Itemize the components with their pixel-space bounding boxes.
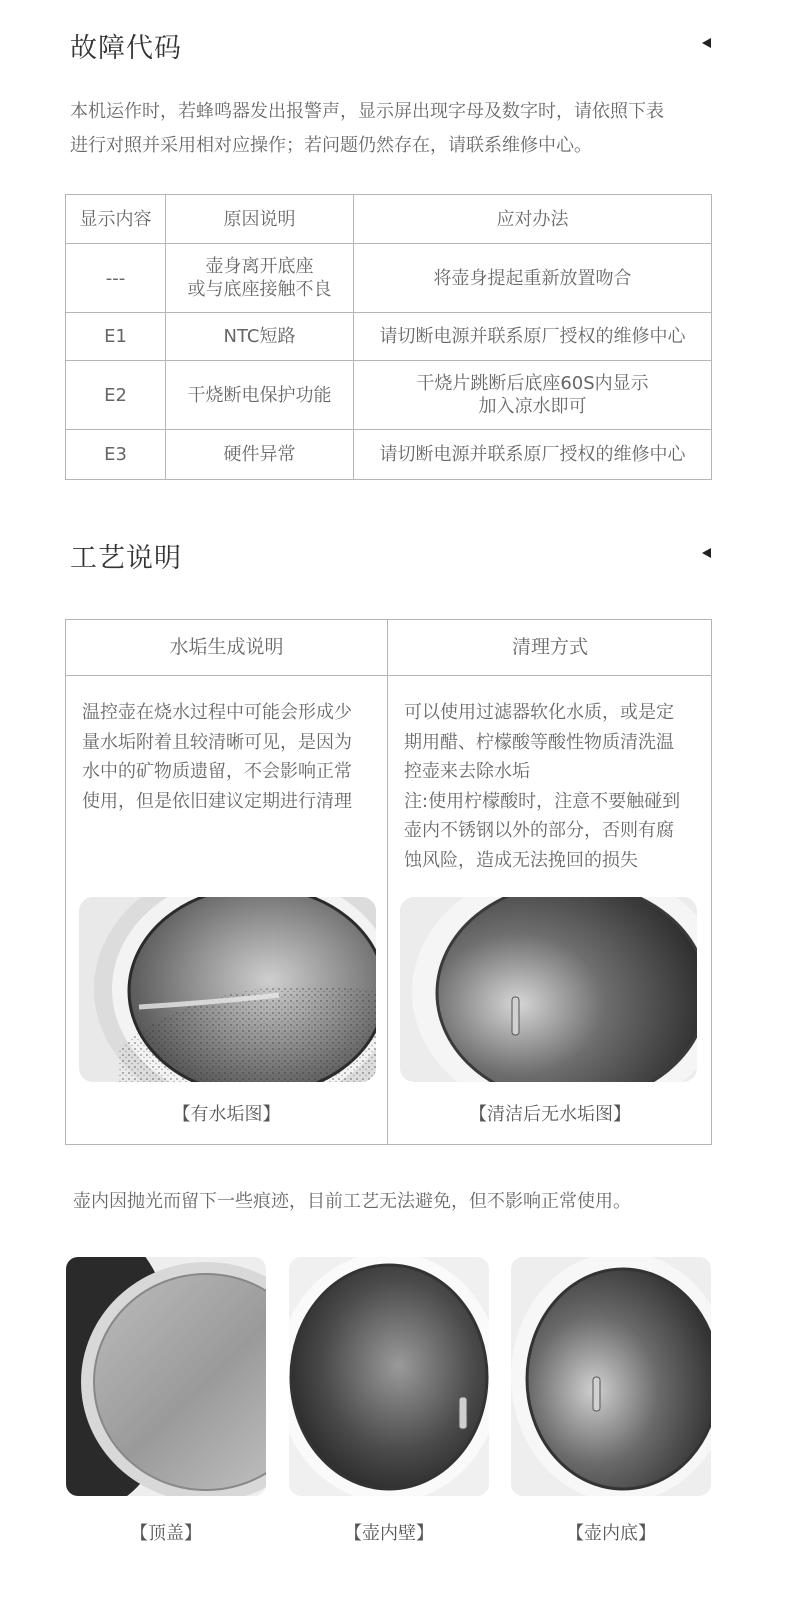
inner-bottom-photo <box>511 1257 711 1496</box>
text-line: 可以使用过滤器软化水质，或是定 <box>404 702 674 723</box>
table-header-cell: 原因说明 <box>166 195 354 244</box>
text-line: 蚀风险，造成无法挽回的损失 <box>404 849 638 871</box>
code-cell: E1 <box>66 313 166 361</box>
cleaning-header: 清理方式 <box>511 636 588 658</box>
scale-photo-caption: 【有水垢图】 <box>172 1104 281 1125</box>
inner-wall-photo <box>289 1257 489 1496</box>
header-divider <box>66 675 711 676</box>
cause-cell: 干烧断电保护功能 <box>166 361 354 430</box>
cause-line: 壶身离开底座 <box>205 256 314 277</box>
fault-intro-line: 本机运作时，若蜂鸣器发出报警声，显示屏出现字母及数字时，请依照下表 <box>70 101 664 122</box>
clean-photo-caption: 【清洁后无水垢图】 <box>469 1104 631 1125</box>
table-row <box>66 361 712 430</box>
table-header-row <box>66 195 712 244</box>
action-cell: 请切断电源并联系原厂授权的维修中心 <box>354 430 712 480</box>
scale-header: 水垢生成说明 <box>169 636 284 658</box>
inner-bottom-caption: 【壶内底】 <box>566 1523 656 1544</box>
collapse-triangle-icon[interactable] <box>702 548 711 558</box>
table-header-cell: 应对办法 <box>354 195 712 244</box>
lid-caption: 【顶盖】 <box>130 1523 202 1544</box>
fault-section-title: 故障代码 <box>70 33 182 64</box>
cleaning-description <box>404 698 710 875</box>
clean-kettle-photo <box>400 897 697 1082</box>
scaled-kettle-photo <box>79 897 376 1082</box>
action-cell <box>354 361 712 430</box>
collapse-triangle-icon[interactable] <box>702 38 711 48</box>
table-row <box>66 244 712 313</box>
code-cell: E2 <box>66 361 166 430</box>
inner-wall-caption: 【壶内壁】 <box>344 1523 434 1544</box>
lid-photo <box>66 1257 266 1496</box>
text-line: 使用，但是依旧建议定期进行清理 <box>82 790 352 812</box>
cause-cell <box>166 244 354 313</box>
craft-section-title: 工艺说明 <box>70 543 182 574</box>
column-divider <box>387 620 388 1144</box>
code-cell: --- <box>66 244 166 313</box>
fault-code-table <box>65 194 712 480</box>
action-line: 干烧片跳断后底座60S内显示 <box>416 373 649 394</box>
fault-intro <box>70 95 720 163</box>
action-line: 加入凉水即可 <box>478 396 587 417</box>
text-line: 温控壶在烧水过程中可能会形成少 <box>82 702 352 723</box>
code-cell: E3 <box>66 430 166 480</box>
table-row <box>66 430 712 480</box>
cause-cell: 硬件异常 <box>166 430 354 480</box>
action-cell: 将壶身提起重新放置吻合 <box>354 244 712 313</box>
cause-line: 或与底座接触不良 <box>187 279 332 300</box>
text-line: 量水垢附着且较清晰可见，是因为 <box>82 731 352 753</box>
text-line: 壶内不锈钢以外的部分，否则有腐 <box>404 820 674 841</box>
action-cell: 请切断电源并联系原厂授权的维修中心 <box>354 313 712 361</box>
cause-cell: NTC短路 <box>166 313 354 361</box>
scale-description <box>82 698 382 816</box>
table-row <box>66 313 712 361</box>
fault-intro-line: 进行对照并采用相对应操作；若问题仍然存在，请联系维修中心。 <box>70 135 592 156</box>
table-header-cell: 显示内容 <box>66 195 166 244</box>
craft-comparison-table <box>65 619 712 1145</box>
text-line: 注:使用柠檬酸时，注意不要触碰到 <box>404 790 681 812</box>
text-line: 控壶来去除水垢 <box>404 761 530 782</box>
text-line: 期用醋、柠檬酸等酸性物质清洗温 <box>404 731 674 753</box>
text-line: 水中的矿物质遗留，不会影响正常 <box>82 761 352 782</box>
polish-note: 壶内因抛光而留下一些痕迹，目前工艺无法避免，但不影响正常使用。 <box>73 1191 631 1212</box>
